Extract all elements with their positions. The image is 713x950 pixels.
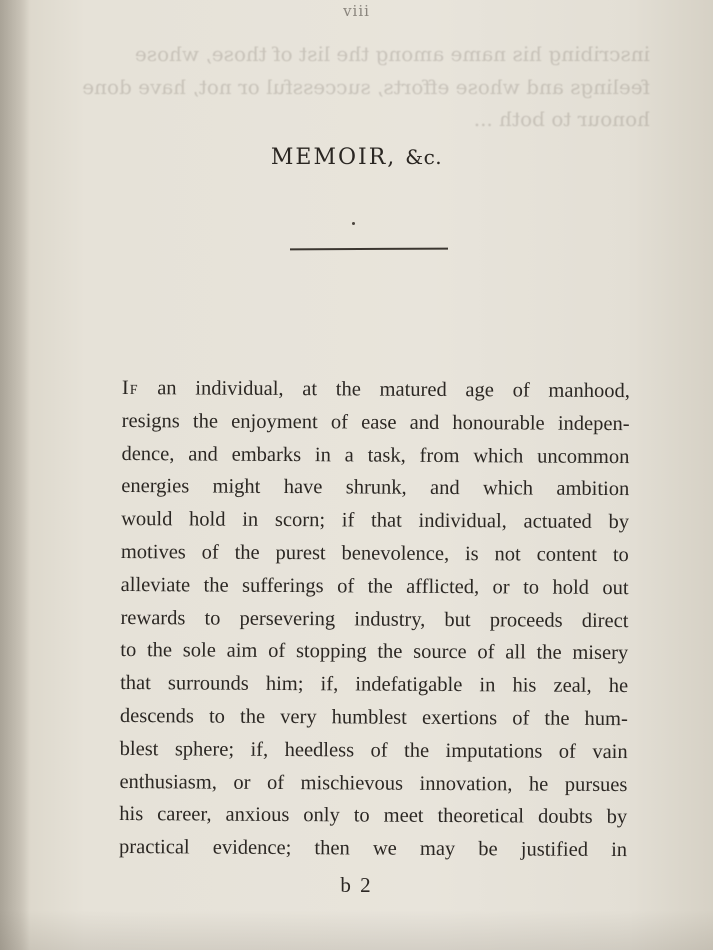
word: shrunk, bbox=[345, 476, 407, 500]
word: enthusiasm, bbox=[119, 770, 217, 794]
word: misery bbox=[572, 642, 629, 665]
word: If bbox=[121, 376, 139, 400]
word: to bbox=[120, 639, 137, 662]
word: sufferings bbox=[241, 574, 324, 598]
bleed-line: inscribing his name among the list of those, whose bbox=[134, 42, 650, 66]
text-line bbox=[122, 405, 630, 441]
word: at bbox=[302, 378, 318, 401]
word: doubts bbox=[537, 805, 593, 829]
word: surrounds bbox=[167, 672, 249, 695]
text-line bbox=[121, 470, 629, 506]
word: then bbox=[314, 837, 350, 860]
word: and bbox=[188, 443, 218, 466]
title-suffix: &c. bbox=[405, 145, 443, 169]
text-line bbox=[121, 569, 629, 605]
word: pursues bbox=[564, 773, 628, 796]
word: actuated bbox=[523, 510, 592, 534]
word: a bbox=[344, 443, 354, 467]
word: of bbox=[266, 771, 285, 794]
word: or bbox=[233, 771, 251, 794]
word: uncommon bbox=[537, 445, 630, 468]
word: meet bbox=[383, 804, 424, 828]
word: evidence; bbox=[212, 836, 292, 860]
word: the bbox=[239, 705, 266, 728]
word: of bbox=[558, 740, 576, 763]
word: out bbox=[602, 576, 629, 599]
text-line bbox=[120, 634, 628, 670]
word: practical bbox=[119, 836, 190, 859]
word: mischievous bbox=[300, 771, 404, 795]
word: of bbox=[477, 641, 495, 664]
word: exertions bbox=[421, 706, 498, 730]
word: enjoyment bbox=[231, 410, 318, 433]
word: hum- bbox=[584, 707, 628, 731]
word: the bbox=[192, 410, 219, 433]
title-text: MEMOIR, bbox=[270, 145, 397, 170]
word: or bbox=[492, 576, 510, 599]
text-line bbox=[120, 602, 628, 638]
word: the bbox=[367, 575, 393, 598]
word: his bbox=[512, 674, 537, 697]
word: source bbox=[413, 641, 467, 664]
word: aim bbox=[226, 640, 258, 663]
word: sole bbox=[182, 639, 216, 662]
word: he bbox=[608, 675, 629, 698]
word: may bbox=[419, 837, 456, 861]
word: purest bbox=[275, 541, 326, 565]
word: the bbox=[335, 378, 361, 401]
word: the bbox=[404, 739, 430, 762]
word: energies bbox=[121, 475, 190, 498]
word: ease bbox=[361, 411, 397, 434]
word: not bbox=[494, 543, 521, 566]
word: the bbox=[536, 641, 562, 665]
title-rule bbox=[290, 248, 448, 251]
word: if bbox=[341, 509, 355, 532]
word: if, bbox=[250, 738, 269, 761]
word: to bbox=[612, 543, 629, 567]
bleed-line: honour to both ... bbox=[473, 107, 650, 131]
word: is bbox=[464, 543, 479, 566]
word: which bbox=[473, 444, 524, 468]
word: matured bbox=[379, 378, 447, 401]
word: that bbox=[120, 672, 151, 695]
word: his bbox=[119, 803, 144, 826]
word: imputations bbox=[445, 739, 543, 763]
word: to bbox=[523, 576, 540, 599]
word: of bbox=[201, 541, 219, 564]
word: indepen- bbox=[557, 412, 630, 435]
page-title bbox=[0, 145, 713, 170]
word: the bbox=[544, 707, 570, 730]
word: persevering bbox=[239, 607, 336, 630]
word: that bbox=[370, 509, 402, 532]
word: alleviate bbox=[120, 573, 191, 597]
word: of bbox=[370, 739, 388, 762]
word: direct bbox=[581, 609, 629, 632]
word: might bbox=[212, 475, 261, 499]
word: sphere; bbox=[174, 738, 235, 761]
word: zeal, bbox=[553, 674, 592, 698]
text-line bbox=[121, 503, 629, 539]
word: heedless bbox=[284, 738, 355, 762]
text-line bbox=[120, 700, 628, 736]
word: age bbox=[465, 379, 494, 402]
word: of bbox=[512, 379, 530, 402]
word: vain bbox=[592, 740, 628, 763]
word: we bbox=[372, 837, 397, 860]
text-line bbox=[120, 733, 628, 769]
word: embarks bbox=[231, 443, 302, 466]
word: the bbox=[234, 541, 260, 564]
word: of bbox=[512, 707, 530, 730]
text-line bbox=[119, 831, 627, 867]
word: proceeds bbox=[489, 608, 563, 632]
word: would bbox=[121, 508, 173, 531]
word: but bbox=[444, 608, 471, 631]
word: if, bbox=[320, 673, 339, 696]
word: be bbox=[478, 838, 498, 861]
word: all bbox=[505, 641, 526, 664]
word: hold bbox=[552, 576, 590, 599]
word: hold bbox=[189, 508, 226, 531]
word: in bbox=[242, 508, 259, 532]
text-line bbox=[121, 536, 629, 572]
word: and bbox=[429, 477, 460, 500]
word: blest bbox=[119, 737, 159, 760]
word: descends bbox=[119, 704, 194, 728]
text-line bbox=[119, 766, 627, 802]
text-line bbox=[122, 372, 630, 408]
word: to bbox=[208, 705, 226, 728]
body-paragraph bbox=[119, 372, 630, 867]
word: of bbox=[337, 575, 355, 598]
word: very bbox=[280, 705, 317, 729]
word: innovation, bbox=[419, 772, 513, 795]
ornament-dot bbox=[352, 222, 355, 225]
word: of bbox=[268, 640, 286, 663]
signature-mark: b 2 bbox=[340, 873, 373, 897]
word: manhood, bbox=[548, 379, 630, 403]
word: individual, bbox=[418, 510, 507, 533]
word: justified bbox=[520, 838, 589, 862]
word: ambition bbox=[556, 478, 630, 501]
bleed-line: feelings and whose efforts, successful or not, have done bbox=[82, 74, 650, 99]
word: anxious bbox=[225, 804, 290, 827]
word: benevolence, bbox=[341, 542, 450, 565]
word: in bbox=[314, 443, 331, 466]
word: of bbox=[330, 411, 349, 434]
word: honourable bbox=[452, 411, 545, 435]
word: dence, bbox=[121, 442, 175, 465]
word: industry, bbox=[354, 608, 426, 631]
word: the bbox=[146, 639, 173, 662]
word: afflicted, bbox=[406, 575, 480, 598]
word: by bbox=[606, 806, 628, 829]
bleed-through-text bbox=[82, 38, 650, 136]
word: the bbox=[203, 574, 229, 597]
word: have bbox=[283, 476, 323, 499]
text-line bbox=[119, 798, 627, 834]
word: to bbox=[204, 607, 221, 630]
page-number-roman: viii bbox=[343, 2, 370, 20]
bottom-shadow bbox=[0, 910, 713, 950]
book-gutter-shadow bbox=[0, 0, 30, 950]
word: individual, bbox=[195, 377, 284, 400]
word: and bbox=[409, 411, 440, 434]
text-line bbox=[120, 667, 628, 703]
word: rewards bbox=[120, 606, 186, 629]
word: stopping bbox=[295, 640, 367, 663]
word: he bbox=[528, 773, 549, 796]
word: content bbox=[536, 543, 598, 566]
text-line bbox=[121, 438, 629, 474]
word: humblest bbox=[331, 706, 407, 729]
word: the bbox=[377, 640, 403, 664]
word: only bbox=[303, 804, 340, 827]
word: career, bbox=[157, 803, 212, 826]
word: in bbox=[479, 674, 496, 697]
word: theoretical bbox=[437, 805, 525, 828]
word: motives bbox=[120, 540, 186, 564]
word: him; bbox=[265, 673, 304, 696]
word: an bbox=[157, 377, 177, 400]
word: indefatigable bbox=[355, 673, 463, 697]
word: to bbox=[353, 804, 370, 827]
word: resigns bbox=[121, 409, 180, 433]
word: by bbox=[608, 511, 630, 534]
word: in bbox=[611, 839, 628, 862]
word: from bbox=[419, 444, 460, 467]
word: task, bbox=[367, 444, 406, 467]
word: scorn; bbox=[274, 509, 326, 532]
word: which bbox=[482, 477, 534, 500]
